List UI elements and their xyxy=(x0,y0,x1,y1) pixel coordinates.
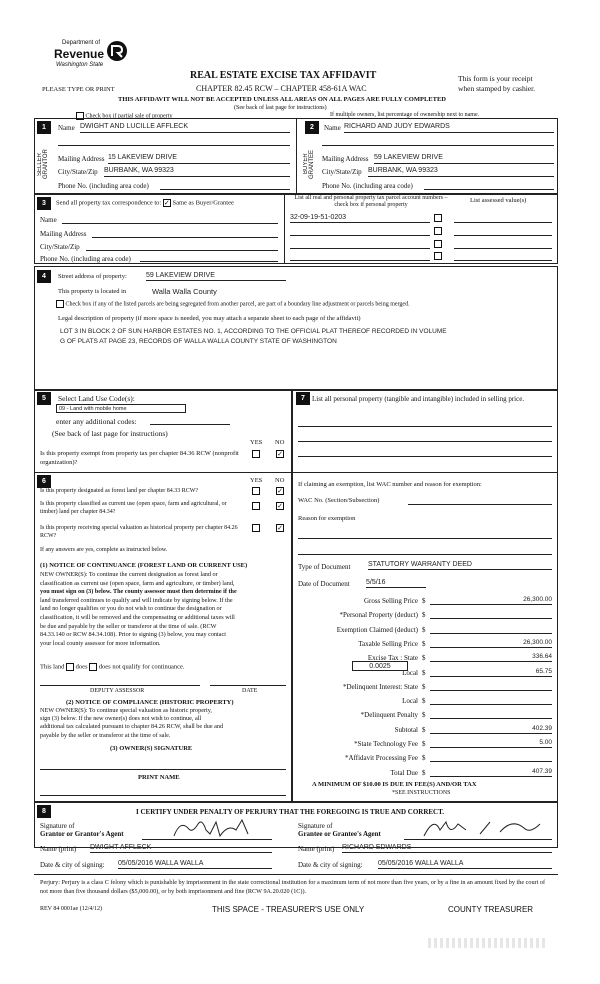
forest-question: Is this property designated as forest land per chapter 84.33 RCW? xyxy=(40,488,199,494)
totals-value[interactable] xyxy=(430,710,552,719)
parcels-header: List all real and personal property tax parcel account numbers – check box if personal property xyxy=(294,195,448,208)
seller-mailing-field[interactable]: 15 LAKEVIEW DRIVE xyxy=(108,154,290,164)
cont-line-5: land no longer qualifies or you do not wish to continue the designation or xyxy=(40,605,222,613)
reason-line-2[interactable] xyxy=(298,546,552,555)
grantee-date-field[interactable]: 05/05/2016 WALLA WALLA xyxy=(378,860,552,869)
cont-line-2: classification as current use (open space, farm and agriculture, or timber) land, xyxy=(40,579,235,587)
reason-label: Reason for exemption xyxy=(298,515,356,522)
revenue-logo-icon xyxy=(106,40,128,62)
parcel-2-checkbox[interactable] xyxy=(434,227,442,235)
reason-line-1[interactable] xyxy=(298,530,552,539)
buyer-name-field[interactable]: RICHARD AND JUDY EDWARDS xyxy=(344,123,554,133)
doc-type-field[interactable]: STATUTORY WARRANTY DEED xyxy=(368,561,552,570)
grantee-name-label: Name (print) xyxy=(298,845,335,853)
buyer-city-label: City/State/Zip xyxy=(322,168,362,176)
dollar-sign: $ xyxy=(422,754,426,762)
grantor-date-field[interactable]: 05/05/2016 WALLA WALLA xyxy=(118,860,272,869)
this-land-label: This land xyxy=(40,663,65,671)
rev-number: REV 84 0001ae (12/4/12) xyxy=(40,906,103,912)
dollar-sign: $ xyxy=(422,654,426,662)
dollar-sign: $ xyxy=(422,640,426,648)
s5-s6-divider xyxy=(34,472,292,473)
totals-value[interactable] xyxy=(430,610,552,619)
segregated-row xyxy=(56,300,410,308)
treasurer-space-label: THIS SPACE - TREASURER'S USE ONLY xyxy=(212,905,365,914)
assessed-header: List assessed value(s) xyxy=(470,197,527,204)
same-as-buyer-label: Same as Buyer/Grantee xyxy=(172,199,234,207)
cont-line-4: land transferred continues to qualify and will indicate by signing below. If the xyxy=(40,596,233,604)
cont-line-8: 84.33.140 or RCW 84.34.108). Prior to signing (3) below, you may contact xyxy=(40,631,226,639)
cont-line-1: NEW OWNER(S): To continue the current designation as forest land or xyxy=(40,571,218,578)
buyer-name-label: Name xyxy=(324,124,341,132)
continuance-title: (1) NOTICE OF CONTINUANCE (FOREST LAND OR CURRENT USE) xyxy=(40,562,248,569)
totals-label: Local xyxy=(402,669,418,677)
form-title: REAL ESTATE EXCISE TAX AFFIDAVIT xyxy=(190,70,377,81)
totals-label: Exemption Claimed (deduct) xyxy=(336,626,418,634)
deputy-assessor-label: DEPUTY ASSESSOR xyxy=(90,688,145,694)
dollar-sign: $ xyxy=(422,769,426,777)
section-7-number: 7 xyxy=(296,392,310,405)
grantor-name-label: Name (print) xyxy=(40,845,77,853)
exempt-yes-checkbox[interactable] xyxy=(252,450,260,458)
historic-text xyxy=(40,707,290,740)
totals-value[interactable]: 5.00 xyxy=(430,739,552,748)
dept-line1: Department of xyxy=(62,40,101,46)
doc-date-field[interactable]: 5/5/16 xyxy=(366,579,426,588)
parcel-1-field[interactable]: 32-09-19-51-0203 xyxy=(290,214,430,223)
totals-label: Gross Selling Price xyxy=(363,597,418,605)
dollar-sign: $ xyxy=(422,711,426,719)
buyer-mailing-field[interactable]: 59 LAKEVIEW DRIVE xyxy=(374,154,554,164)
s3-mailing-field[interactable] xyxy=(92,229,278,238)
seller-name-field[interactable]: DWIGHT AND LUCILLE AFFLECK xyxy=(80,123,290,133)
send-correspondence-label: Send all property tax correspondence to: xyxy=(56,199,162,207)
dept-line2: Revenue xyxy=(54,47,105,61)
seller-phone-label: Phone No. (including area code) xyxy=(58,182,149,190)
street-field[interactable]: 59 LAKEVIEW DRIVE xyxy=(146,272,286,281)
land-use-label: Select Land Use Code(s): xyxy=(58,394,135,403)
totals-value[interactable]: 26,300.00 xyxy=(430,639,552,648)
s5-no-header: NO xyxy=(275,439,285,446)
dept-logo xyxy=(48,40,128,76)
multiple-owners-note: If multiple owners, list percentage of ownership next to name. xyxy=(330,112,480,118)
section-3-divider xyxy=(284,194,285,264)
totals-label: *Delinquent Interest: State xyxy=(342,683,418,691)
s6-no-header: NO xyxy=(275,477,285,484)
parcel-2-field[interactable] xyxy=(290,227,430,236)
continuance-text xyxy=(40,571,290,648)
s3-city-label: City/State/Zip xyxy=(40,243,80,251)
seller-city-field[interactable]: BURBANK, WA 99323 xyxy=(104,167,290,177)
print-name-title: PRINT NAME xyxy=(138,774,180,781)
hist-line-4: payable by the seller or transferor at the time of sale. xyxy=(40,731,171,739)
parcel-1-checkbox[interactable] xyxy=(434,214,442,222)
assessed-3-field[interactable] xyxy=(454,240,552,249)
doc-type-label: Type of Document xyxy=(298,563,351,571)
parcel-4-checkbox[interactable] xyxy=(434,252,442,260)
same-as-buyer-checkbox[interactable]: ✓ xyxy=(163,199,170,207)
legal-label: Legal description of property (if more space is needed, you may attach a separate sheet to each page of the affidavit) xyxy=(58,315,361,322)
forest-no-checkbox[interactable]: ✓ xyxy=(277,487,283,495)
see-instructions-note: *SEE INSTRUCTIONS xyxy=(392,790,451,796)
current-use-no-checkbox[interactable]: ✓ xyxy=(277,502,283,510)
does-checkbox[interactable] xyxy=(66,663,74,671)
perjury-text: Perjury: Perjury is a class C felony which is punishable by imprisonment in the state correctional institution for a maximum term of not more than five years, or by a fine in an amount fixed by the court of not more than five thousand dollars ($5,000.00), or by both imprisonment and fine (RCW 9A.20.020 (1C)). xyxy=(40,879,546,895)
send-correspondence-row xyxy=(56,199,234,207)
type-or-print: PLEASE TYPE OR PRINT xyxy=(42,86,115,93)
section-8-number: 8 xyxy=(37,805,51,818)
cont-line-7: be due and payable by the seller or transferor at the time of sale. (RCW xyxy=(40,622,217,630)
located-value: Walla Walla County xyxy=(152,287,217,296)
assessed-2-field[interactable] xyxy=(454,227,552,236)
grantor-date-label: Date & city of signing: xyxy=(40,861,105,869)
assessed-4-field[interactable] xyxy=(454,252,552,261)
seller-name-label: Name xyxy=(58,124,75,132)
buyer-phone-label: Phone No. (including area code) xyxy=(322,182,413,190)
parcel-3-field[interactable] xyxy=(290,240,430,249)
minimum-due-note: A MINIMUM OF $10.00 IS DUE IN FEE(S) AND/OR TAX xyxy=(312,781,477,788)
buyer-side-label: BUYER GRANTEE xyxy=(303,149,315,179)
totals-value[interactable] xyxy=(430,696,552,705)
personal-property-label: List all personal property (tangible and intangible) included in selling price. xyxy=(312,395,525,403)
grantor-sig-label-1: Signature of xyxy=(40,822,75,830)
does-not-label: does not qualify for continuance. xyxy=(98,663,185,671)
dept-line3: Washington State xyxy=(56,62,104,68)
street-label: Street address of property: xyxy=(58,273,127,280)
totals-label: Subtotal xyxy=(394,726,418,734)
s3-mailing-label: Mailing Address xyxy=(40,230,87,238)
personal-property-line-1[interactable] xyxy=(298,418,552,427)
county-treasurer-label: COUNTY TREASURER xyxy=(448,905,534,914)
exemption-label: If claiming an exemption, list WAC number and reason for exemption: xyxy=(298,481,482,488)
exempt-question: Is this property exempt from property tax per chapter 84.36 RCW (nonprofit organization)? xyxy=(40,450,239,466)
buyer-mailing-label: Mailing Address xyxy=(322,155,369,163)
s3-name-field[interactable] xyxy=(62,215,278,224)
current-use-question: Is this property classified as current use (open space, farm and agricultural, or timber) land per chapter 84.34? xyxy=(40,501,227,515)
seller-mailing-label: Mailing Address xyxy=(58,155,105,163)
personal-property-line-2[interactable] xyxy=(298,433,552,442)
dollar-sign: $ xyxy=(422,740,426,748)
doc-date-label: Date of Document xyxy=(298,580,350,588)
dollar-sign: $ xyxy=(422,611,426,619)
grantor-name-field[interactable]: DWIGHT AFFLECK xyxy=(90,844,272,853)
buyer-phone-field[interactable] xyxy=(424,181,554,190)
dollar-sign: $ xyxy=(422,726,426,734)
dollar-sign: $ xyxy=(422,597,426,605)
grantee-date-label: Date & city of signing: xyxy=(298,861,363,869)
certify-statement: I CERTIFY UNDER PENALTY OF PERJURY THAT THE FOREGOING IS TRUE AND CORRECT. xyxy=(136,808,445,816)
section-3-number: 3 xyxy=(37,197,51,210)
receipt-note-2: when stamped by cashier. xyxy=(458,84,536,93)
historic-question: Is this property receiving special valuation as historical property per chapter 84.26 RCW? xyxy=(40,525,238,539)
grantor-sig-label-2: Grantor or Grantor's Agent xyxy=(40,830,124,838)
grantee-signature-icon xyxy=(420,812,550,842)
s3-name-label: Name xyxy=(40,216,57,224)
totals-label: *Delinquent Penalty xyxy=(360,711,418,719)
totals-value[interactable]: 65.75 xyxy=(430,668,552,677)
cont-line-6: classification, it will be removed and the compensating or additional taxes will xyxy=(40,613,235,621)
buyer-blank-line[interactable] xyxy=(322,136,554,146)
section-divider xyxy=(296,118,297,194)
partial-sale-label: Check box if partial sale of property xyxy=(85,113,173,120)
hist-line-1: NEW OWNER(S): To continue special valuation as historic property, xyxy=(40,707,212,714)
section-1-number: 1 xyxy=(37,121,51,134)
qualify-row xyxy=(40,663,185,671)
warning-text: THIS AFFIDAVIT WILL NOT BE ACCEPTED UNLESS ALL AREAS ON ALL PAGES ARE FULLY COMPLETED xyxy=(118,96,446,103)
totals-value[interactable] xyxy=(430,682,552,691)
section-2-number: 2 xyxy=(305,121,319,134)
dollar-sign: $ xyxy=(422,683,426,691)
s3-city-field[interactable] xyxy=(86,242,278,251)
section-5-number: 5 xyxy=(37,392,51,405)
dollar-sign: $ xyxy=(422,697,426,705)
section-6-number: 6 xyxy=(37,475,51,488)
seller-blank-line[interactable] xyxy=(58,136,290,146)
forest-yes-checkbox[interactable] xyxy=(252,487,260,495)
totals-label: Total Due xyxy=(390,769,418,777)
cont-line-3: you must sign on (3) below. The county assessor must then determine if the xyxy=(40,588,237,596)
does-not-checkbox[interactable] xyxy=(89,663,97,671)
totals-value[interactable] xyxy=(430,625,552,634)
totals-label: Local xyxy=(402,697,418,705)
additional-codes-field[interactable] xyxy=(150,416,230,425)
cont-line-9: your local county assessor for more information. xyxy=(40,639,161,647)
totals-value[interactable]: 26,300.00 xyxy=(430,596,552,605)
perjury-divider xyxy=(34,874,558,875)
owner-signature-title: (3) OWNER(S) SIGNATURE xyxy=(110,745,193,752)
personal-property-line-3[interactable] xyxy=(298,448,552,457)
land-use-select[interactable]: 09 - Land with mobile home xyxy=(56,404,186,413)
buyer-city-field[interactable]: BURBANK, WA 99323 xyxy=(368,167,554,177)
parcel-4-field[interactable] xyxy=(290,252,430,261)
parcel-3-checkbox[interactable] xyxy=(434,240,442,248)
seller-phone-field[interactable] xyxy=(160,181,290,190)
deputy-date-label: DATE xyxy=(242,688,258,694)
hist-line-3: additional tax calculated pursuant to chapter 84.26 RCW, shall be due and xyxy=(40,723,224,731)
dollar-sign: $ xyxy=(422,626,426,634)
see-back-text: (See back of last page for instructions) xyxy=(234,105,327,111)
hist-line-2: sign (3) below. If the new owner(s) does not wish to continue, all xyxy=(40,715,202,723)
historic-title: (2) NOTICE OF COMPLIANCE (HISTORIC PROPERTY) xyxy=(66,699,234,706)
historic-yes-checkbox[interactable] xyxy=(252,524,260,532)
treasurer-stamp-smudge xyxy=(428,938,548,948)
s3-phone-field[interactable] xyxy=(140,254,278,262)
deputy-assessor-line[interactable] xyxy=(40,678,200,686)
grantor-signature-icon xyxy=(170,814,260,844)
section-4-number: 4 xyxy=(37,270,51,283)
s3-phone-label: Phone No. (including area code) xyxy=(40,255,131,263)
totals-value[interactable]: 336.64 xyxy=(430,653,552,662)
s6-yes-header: YES xyxy=(250,477,263,484)
segregated-checkbox[interactable] xyxy=(56,300,64,308)
dollar-sign: $ xyxy=(422,669,426,677)
grantee-sig-label-1: Signature of xyxy=(298,822,333,830)
grantee-name-field[interactable]: RICHARD EDWARDS xyxy=(342,844,552,853)
exempt-no-checkbox[interactable]: ✓ xyxy=(277,450,283,458)
s5-see-back: (See back of last page for instructions) xyxy=(52,429,168,438)
totals-value[interactable]: 402.39 xyxy=(430,725,552,734)
located-label: This property is located in xyxy=(58,288,127,295)
totals-label: *Affidavit Processing Fee xyxy=(345,754,418,762)
totals-label: Excise Tax : State xyxy=(367,654,418,662)
s7-exempt-divider xyxy=(292,472,558,473)
totals-value[interactable] xyxy=(430,753,552,762)
s5-yes-header: YES xyxy=(250,439,263,446)
owner-signature-line[interactable] xyxy=(40,762,286,770)
seller-side-label: SELLER GRANTOR xyxy=(37,149,49,179)
wac-field[interactable] xyxy=(408,496,552,505)
totals-label: Taxable Selling Price xyxy=(358,640,418,648)
assessed-1-field[interactable] xyxy=(454,214,552,223)
current-use-yes-checkbox[interactable] xyxy=(252,502,260,510)
totals-label: *Personal Property (deduct) xyxy=(339,611,418,619)
if-yes-note: If any answers are yes, complete as instructed below. xyxy=(40,547,168,553)
receipt-note-1: This form is your receipt xyxy=(458,74,533,83)
seller-city-label: City/State/Zip xyxy=(58,168,98,176)
form-chapters: CHAPTER 82.45 RCW – CHAPTER 458-61A WAC xyxy=(196,84,367,93)
additional-codes-label: enter any additional codes: xyxy=(56,417,137,426)
print-name-line[interactable] xyxy=(40,788,286,796)
grantee-sig-label-2: Grantee or Grantee's Agent xyxy=(298,830,381,838)
does-label: does xyxy=(75,663,88,671)
deputy-date-line[interactable] xyxy=(210,678,286,686)
legal-line-2: G OF PLATS AT PAGE 23, RECORDS OF WALLA WALLA COUNTY STATE OF WASHINGTON xyxy=(60,338,337,345)
local-rate-field[interactable]: 0.0025 xyxy=(352,661,408,671)
legal-line-1: LOT 3 IN BLOCK 2 OF SUN HARBOR ESTATES NO. 1, ACCORDING TO THE OFFICIAL PLAT THEREOF RECORDED IN VOLUME xyxy=(60,328,447,335)
totals-value[interactable]: 407.39 xyxy=(430,768,552,777)
wac-label: WAC No. (Section/Subsection) xyxy=(298,497,380,504)
totals-label: *State Technology Fee xyxy=(354,740,418,748)
segregated-label: Check box if any of the listed parcels are being segregated from another parcel, are part of a boundary line adjustment or parcels being merged. xyxy=(65,301,410,308)
historic-no-checkbox[interactable]: ✓ xyxy=(277,524,283,532)
